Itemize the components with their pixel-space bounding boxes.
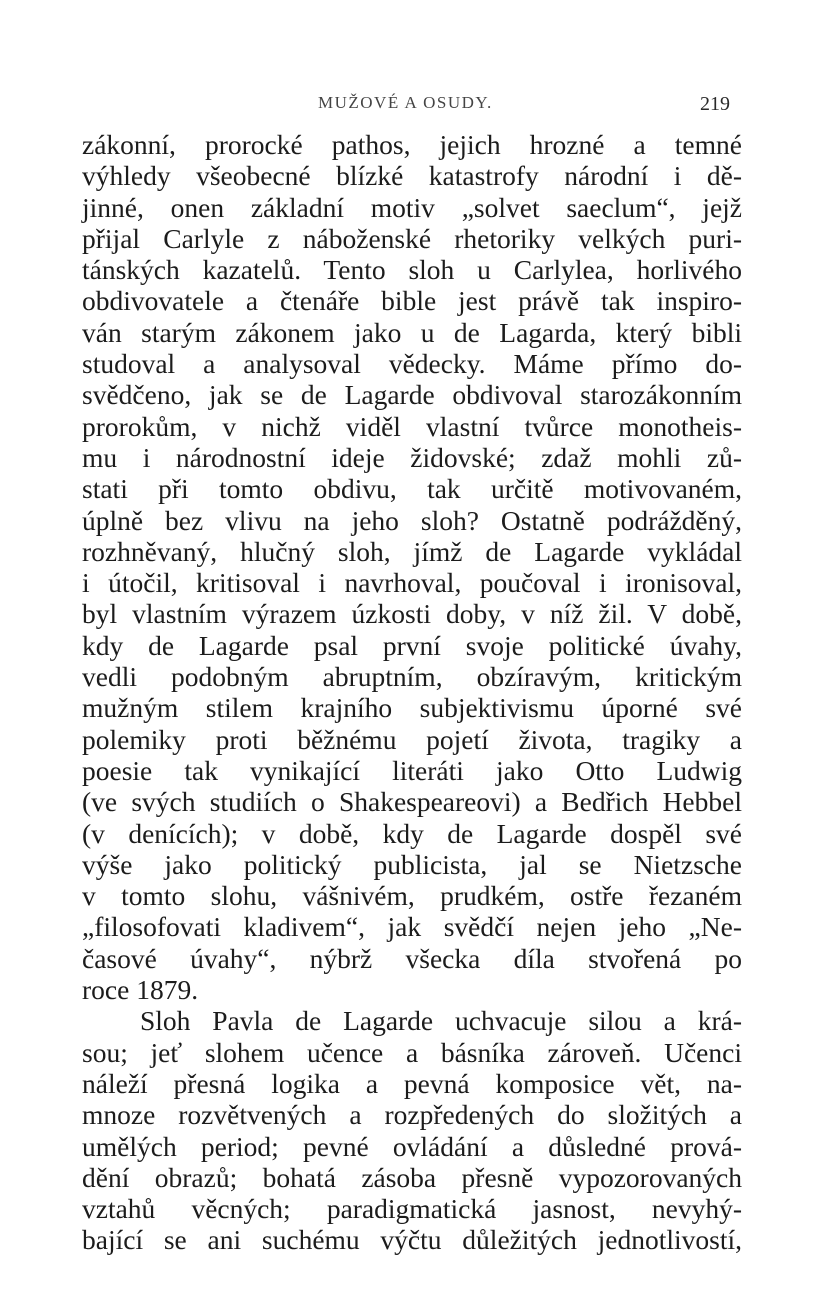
text-line: byl vlastním výrazem úzkosti doby, v níž žil. V době, bbox=[82, 598, 742, 630]
text-line: bající se ani suchému výčtu důležitých jednotlivostí, bbox=[82, 1224, 742, 1256]
page-number: 219 bbox=[700, 93, 730, 115]
text-line: mužným stilem krajního subjektivismu úporné své bbox=[82, 692, 742, 724]
text-line: zákonní, prorocké pathos, jejich hrozné a temné bbox=[82, 129, 742, 160]
text-line: jinné, onen základní motiv „solvet saeclum“, jejž bbox=[82, 191, 742, 223]
text-line: studoval a analysoval vědecky. Máme přímo do- bbox=[82, 348, 742, 380]
text-line: obdivovatele a čtenáře bible jest právě tak inspiro- bbox=[82, 285, 742, 317]
text-line: svědčeno, jak se de Lagarde obdivoval starozákonním bbox=[82, 379, 742, 411]
text-line: přijal Carlyle z náboženské rhetoriky velkých puri- bbox=[82, 222, 742, 254]
text-line: mnoze rozvětvených a rozpředených do složitých a bbox=[82, 1099, 742, 1131]
text-line: ván starým zákonem jako u de Lagarda, který bibli bbox=[82, 316, 742, 348]
running-title: MUŽOVÉ A OSUDY. bbox=[318, 93, 493, 112]
text-line: (v denících); v době, kdy de Lagarde dospěl své bbox=[82, 817, 742, 849]
text-line: kdy de Lagarde psal první svoje politické úvahy, bbox=[82, 629, 742, 661]
paragraph-first-line: Sloh Pavla de Lagarde uchvacuje silou a krá- bbox=[140, 1005, 742, 1037]
text-line: tánských kazatelů. Tento sloh u Carlylea, horlivého bbox=[82, 254, 742, 286]
text-line: rozhněvaný, hlučný sloh, jímž de Lagarde vykládal bbox=[82, 535, 742, 567]
text-line: prorokům, v nichž viděl vlastní tvůrce monotheis- bbox=[82, 410, 742, 442]
text-line: (ve svých studiích o Shakespeareovi) a Bedřich Hebbel bbox=[82, 786, 742, 818]
text-line: umělých period; pevné ovládání a důsledné prová- bbox=[82, 1130, 742, 1162]
text-line: úplně bez vlivu na jeho sloh? Ostatně podrážděný, bbox=[82, 504, 742, 536]
text-line: vztahů věcných; paradigmatická jasnost, nevyhý- bbox=[82, 1193, 742, 1225]
text-line: sou; jeť slohem učence a básníka zároveň. Učenci bbox=[82, 1036, 742, 1068]
text-line: náleží přesná logika a pevná komposice vět, na- bbox=[82, 1067, 742, 1099]
text-line: poesie tak vynikající literáti jako Otto Ludwig bbox=[82, 754, 742, 786]
text-line: i útočil, kritisoval i navrhoval, poučoval i ironisoval, bbox=[82, 567, 742, 599]
text-line: dění obrazů; bohatá zásoba přesně vypozorovaných bbox=[82, 1161, 742, 1193]
text-line: výhledy všeobecné blízké katastrofy národní i dě- bbox=[82, 160, 742, 192]
text-line: „filosofovati kladivem“, jak svědčí nejen jeho „Ne- bbox=[82, 911, 742, 943]
running-head bbox=[0, 93, 822, 117]
text-line: v tomto slohu, vášnivém, prudkém, ostře řezaném bbox=[82, 880, 742, 912]
body-text bbox=[82, 129, 742, 1256]
text-line: vedli podobným abruptním, obzíravým, kritickým bbox=[82, 661, 742, 693]
text-line: mu i národnostní ideje židovské; zdaž mohli zů- bbox=[82, 441, 742, 473]
text-line: stati při tomto obdivu, tak určitě motivovaném, bbox=[82, 473, 742, 505]
paragraph-end-line: roce 1879. bbox=[82, 974, 199, 1006]
text-line: polemiky proti běžnému pojetí života, tragiky a bbox=[82, 723, 742, 755]
text-line: časové úvahy“, nýbrž všecka díla stvořená po bbox=[82, 942, 742, 974]
text-line: výše jako politický publicista, jal se Nietzsche bbox=[82, 848, 742, 880]
